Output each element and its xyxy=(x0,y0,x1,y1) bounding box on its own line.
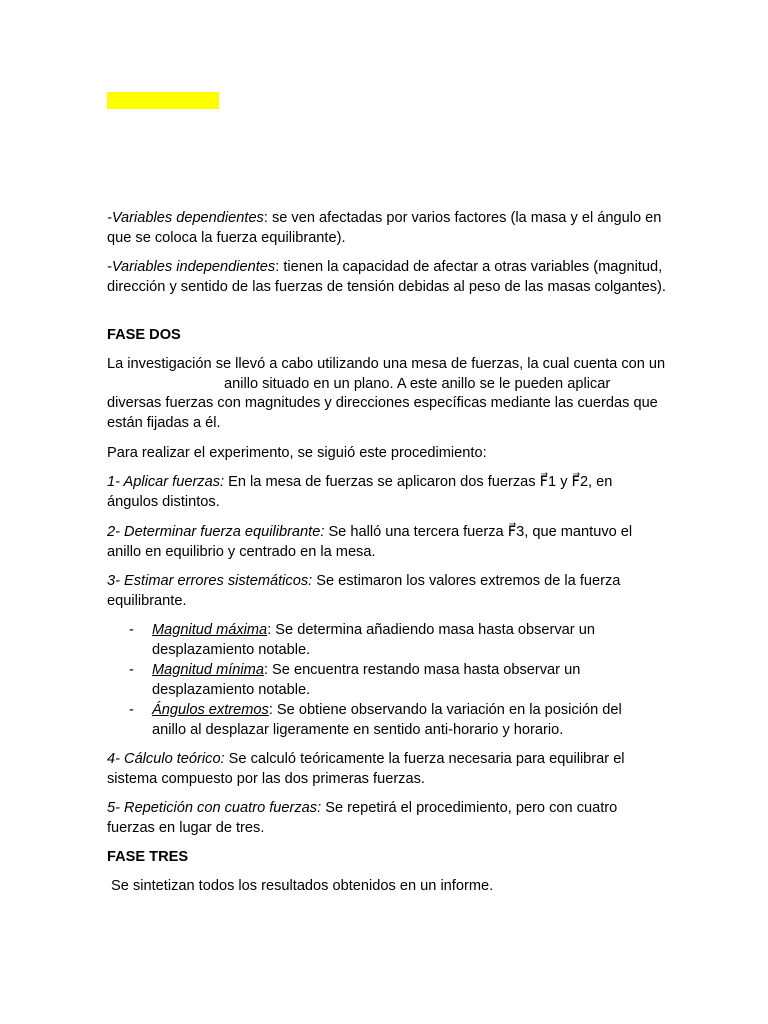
list-dash: - xyxy=(129,662,134,678)
term-variables-dependientes: -Variables dependientes xyxy=(107,210,264,226)
term-magnitud-minima: Magnitud mínima xyxy=(152,662,264,678)
step-3-label: 3- Estimar errores sistemáticos: xyxy=(107,573,313,589)
step-2: 2- Determinar fuerza equilibrante: Se halló una tercera fuerza F⃗3, que mantuvo el anillo en equilibrio y centrado en la mesa. xyxy=(107,524,633,560)
heading-fase-dos: FASE DOS xyxy=(107,327,181,343)
paragraph-variables-dependientes: -Variables dependientes: se ven afectadas por varios factores (la masa y el ángulo en que se coloca la fuerza equilibrante). xyxy=(107,210,662,246)
step-4: 4- Cálculo teórico: Se calculó teóricamente la fuerza necesaria para equilibrar el sistema compuesto por las dos primeras fuerzas. xyxy=(107,751,625,787)
term-magnitud-maxima: Magnitud máxima xyxy=(152,622,268,638)
paragraph-fase-tres: Se sintetizan todos los resultados obtenidos en un informe. xyxy=(107,878,494,894)
step-5: 5- Repetición con cuatro fuerzas: Se repetirá el procedimiento, pero con cuatro fuerzas en lugar de tres. xyxy=(107,800,618,836)
step-1: 1- Aplicar fuerzas: En la mesa de fuerzas se aplicaron dos fuerzas F⃗1 y F⃗2, en ángulos distintos. xyxy=(107,474,613,510)
heading-fase-tres: FASE TRES xyxy=(107,849,189,865)
list-dash: - xyxy=(129,622,134,638)
term-angulos-extremos: Ángulos extremos xyxy=(152,702,269,718)
step-5-label: 5- Repetición con cuatro fuerzas: xyxy=(107,800,322,816)
step-4-label: 4- Cálculo teórico: xyxy=(107,751,225,767)
highlighted-blank xyxy=(107,92,219,109)
list-dash: - xyxy=(129,702,134,718)
paragraph-fase-dos-intro: La investigación se llevó a cabo utilizando una mesa de fuerzas, la cual cuenta con unanillo situado en un plano. A este anillo se le pueden aplicar diversas fuerzas con magnitudes y direcciones específicas mediante las cuerdas que están fijadas a él. xyxy=(107,356,666,431)
step-1-label: 1- Aplicar fuerzas: xyxy=(107,474,225,490)
term-variables-independientes: -Variables independientes xyxy=(107,259,276,275)
step-3: 3- Estimar errores sistemáticos: Se estimaron los valores extremos de la fuerza equilibrante. xyxy=(107,573,621,609)
step-2-label: 2- Determinar fuerza equilibrante: xyxy=(107,524,325,540)
paragraph-variables-independientes: -Variables independientes: tienen la capacidad de afectar a otras variables (magnitud, dirección y sentido de las fuerzas de tensión debidas al peso de las masas colgantes). xyxy=(107,259,666,295)
paragraph-procedure-intro: Para realizar el experimento, se siguió este procedimiento: xyxy=(107,445,487,461)
